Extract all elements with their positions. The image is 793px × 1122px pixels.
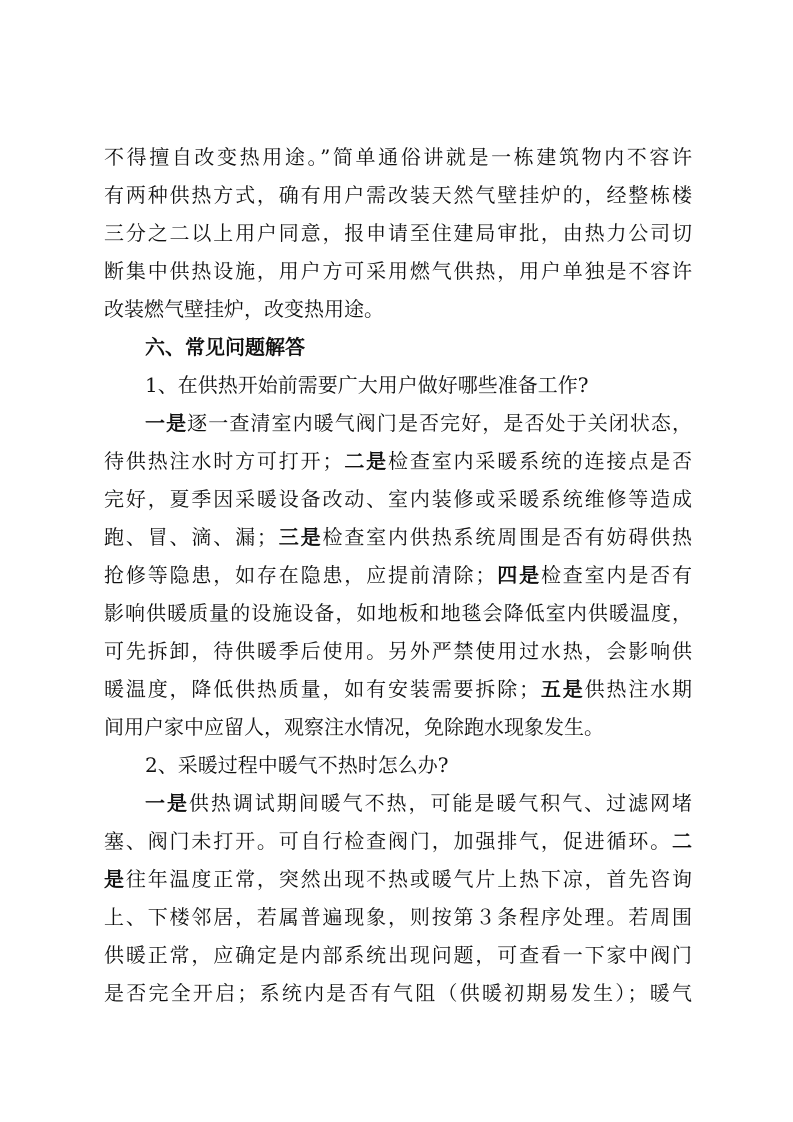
- text-run: 不得擅自改变热用途。”简单通俗讲就是一栋建筑物内不容许: [104, 145, 692, 169]
- question-heading: [104, 746, 692, 784]
- text-run: 逐一查清室内暖气阀门是否完好，是否处于关闭状态，: [187, 411, 693, 435]
- bold-run: 一是: [145, 411, 188, 435]
- text-run: 有两种供热方式，确有用户需改装天然气壁挂炉的，经整栋楼: [104, 183, 692, 207]
- question-text: 2、采暖过程中暖气不热时怎么办?: [145, 753, 449, 777]
- paragraph-line: [104, 176, 692, 214]
- text-run: 上、下楼邻居，若属普遍现象，则按第３条程序处理。若周围: [104, 905, 692, 929]
- paragraph-line: [104, 860, 692, 898]
- text-run: 检查室内采暖系统的连接点是否: [388, 449, 693, 473]
- bold-run: 一是: [145, 791, 189, 815]
- text-run: 检查室内供热系统周围是否有妨碍供热: [322, 525, 693, 549]
- text-run: 往年温度正常，突然出现不热或暖气片上热下凉，首先咨询: [125, 867, 693, 891]
- paragraph-line: [104, 480, 692, 518]
- text-run: 供热注水期: [584, 677, 693, 701]
- bold-run: 五是: [539, 677, 585, 701]
- paragraph-line: [104, 518, 692, 556]
- text-run: 跑、冒、滴、漏；: [104, 525, 277, 549]
- section-heading: [104, 328, 692, 366]
- paragraph-line: [104, 252, 692, 290]
- question-heading: [104, 366, 692, 404]
- text-run: 供热调试期间暖气不热，可能是暖气积气、过滤网堵: [188, 791, 693, 815]
- text-run: 影响供暖质量的设施设备，如地板和地毯会降低室内供暖温度，: [104, 601, 692, 625]
- text-run: 塞、阀门未打开。可自行检查阀门，加强排气，促进循环。: [104, 829, 672, 853]
- text-run: 完好，夏季因采暖设备改动、室内装修或采暖系统维修等造成: [104, 487, 692, 511]
- question-text: 1、在供热开始前需要广大用户做好哪些准备工作?: [145, 373, 589, 397]
- text-run: 可先拆卸，待供暖季后使用。另外严禁使用过水热，会影响供: [104, 639, 692, 663]
- paragraph-line: [104, 974, 692, 1012]
- paragraph-line: [104, 290, 692, 328]
- paragraph-line: [104, 138, 692, 176]
- paragraph-line: [104, 594, 692, 632]
- text-run: 断集中供热设施，用户方可采用燃气供热，用户单独是不容许: [104, 259, 692, 283]
- paragraph-line: [104, 556, 692, 594]
- paragraph-line: [104, 632, 692, 670]
- section-heading-text: 六、常见问题解答: [145, 335, 305, 359]
- text-run: 是否完全开启；系统内是否有气阻（供暖初期易发生）；暖气: [104, 981, 692, 1005]
- paragraph-line: [104, 708, 692, 746]
- paragraph-line: [104, 214, 692, 252]
- paragraph-line: [104, 784, 692, 822]
- paragraph-line: [104, 404, 692, 442]
- text-run: 间用户家中应留人，观察注水情况，免除跑水现象发生。: [104, 715, 604, 739]
- paragraph-line: [104, 822, 692, 860]
- paragraph-line: [104, 670, 692, 708]
- text-run: 暖温度，降低供热质量，如有安装需要拆除；: [104, 677, 540, 701]
- bold-run: 二: [672, 829, 692, 853]
- bold-run: 四是: [495, 563, 541, 587]
- text-run: 待供热注水时方可打开；: [104, 449, 343, 473]
- text-run: 供暖正常，应确定是内部系统出现问题，可查看一下家中阀门: [104, 943, 692, 967]
- bold-run: 二是: [342, 449, 389, 473]
- bold-run: 是: [104, 867, 126, 891]
- document-body: [104, 138, 692, 1012]
- text-run: 三分之二以上用户同意，报申请至住建局审批，由热力公司切: [104, 221, 692, 245]
- text-run: 改装燃气壁挂炉，改变热用途。: [104, 297, 384, 321]
- paragraph-line: [104, 936, 692, 974]
- bold-run: 三是: [276, 525, 323, 549]
- paragraph-line: [104, 898, 692, 936]
- text-run: 抢修等隐患，如存在隐患，应提前清除；: [104, 563, 496, 587]
- text-run: 检查室内是否有: [540, 563, 693, 587]
- paragraph-line: [104, 442, 692, 480]
